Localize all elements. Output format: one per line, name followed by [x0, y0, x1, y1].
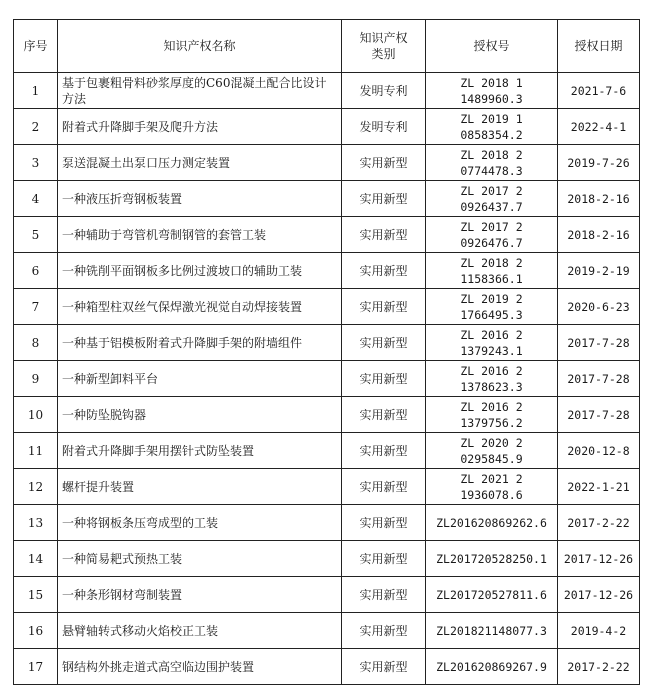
cell-index: 9	[14, 361, 58, 397]
header-name: 知识产权名称	[58, 20, 342, 73]
table-row	[14, 253, 640, 289]
cell-patent-no: ZL201620869267.9	[426, 649, 558, 685]
cell-patent-no: ZL201720527811.6	[426, 577, 558, 613]
cell-type: 实用新型	[342, 397, 426, 433]
cell-index: 7	[14, 289, 58, 325]
cell-name: 一种条形钢材弯制装置	[58, 577, 342, 613]
cell-name: 基于包裹粗骨料砂浆厚度的C60混凝土配合比设计方法	[58, 73, 342, 109]
cell-date: 2020-6-23	[558, 289, 640, 325]
table-row	[14, 181, 640, 217]
header-index: 序号	[14, 20, 58, 73]
cell-index: 2	[14, 109, 58, 145]
cell-patent-no: ZL 2016 2 1379756.2	[426, 397, 558, 433]
cell-index: 1	[14, 73, 58, 109]
cell-type: 实用新型	[342, 361, 426, 397]
cell-patent-no: ZL201821148077.3	[426, 613, 558, 649]
cell-index: 13	[14, 505, 58, 541]
cell-name: 一种防坠脱钩器	[58, 397, 342, 433]
cell-index: 5	[14, 217, 58, 253]
table-row	[14, 289, 640, 325]
cell-index: 11	[14, 433, 58, 469]
cell-name: 螺杆提升装置	[58, 469, 342, 505]
cell-name: 附着式升降脚手架用摆针式防坠装置	[58, 433, 342, 469]
cell-type: 实用新型	[342, 181, 426, 217]
cell-patent-no: ZL 2020 2 0295845.9	[426, 433, 558, 469]
table-row	[14, 325, 640, 361]
table-row	[14, 541, 640, 577]
cell-name: 一种液压折弯钢板装置	[58, 181, 342, 217]
table-row	[14, 361, 640, 397]
cell-type: 实用新型	[342, 217, 426, 253]
cell-name: 一种辅助于弯管机弯制钢管的套管工装	[58, 217, 342, 253]
cell-name: 悬臂轴转式移动火焰校正工装	[58, 613, 342, 649]
cell-patent-no: ZL201620869262.6	[426, 505, 558, 541]
header-date: 授权日期	[558, 20, 640, 73]
cell-patent-no: ZL 2016 2 1379243.1	[426, 325, 558, 361]
cell-date: 2022-4-1	[558, 109, 640, 145]
cell-date: 2017-7-28	[558, 361, 640, 397]
cell-index: 10	[14, 397, 58, 433]
cell-date: 2019-2-19	[558, 253, 640, 289]
cell-patent-no: ZL 2018 2 0774478.3	[426, 145, 558, 181]
cell-index: 14	[14, 541, 58, 577]
cell-name: 一种将钢板条压弯成型的工装	[58, 505, 342, 541]
cell-type: 实用新型	[342, 577, 426, 613]
table-row	[14, 613, 640, 649]
table-row	[14, 109, 640, 145]
cell-index: 4	[14, 181, 58, 217]
table-row	[14, 649, 640, 685]
cell-date: 2018-2-16	[558, 181, 640, 217]
cell-name: 一种新型卸料平台	[58, 361, 342, 397]
cell-name: 钢结构外挑走道式高空临边围护装置	[58, 649, 342, 685]
cell-index: 17	[14, 649, 58, 685]
table-row	[14, 577, 640, 613]
cell-patent-no: ZL 2021 2 1936078.6	[426, 469, 558, 505]
table-row	[14, 505, 640, 541]
cell-type: 实用新型	[342, 325, 426, 361]
cell-type: 实用新型	[342, 145, 426, 181]
cell-date: 2020-12-8	[558, 433, 640, 469]
cell-type: 发明专利	[342, 109, 426, 145]
table-row	[14, 469, 640, 505]
cell-name: 泵送混凝土出泵口压力测定装置	[58, 145, 342, 181]
header-type: 知识产权类别	[342, 20, 426, 73]
cell-type: 实用新型	[342, 649, 426, 685]
cell-date: 2019-4-2	[558, 613, 640, 649]
cell-index: 8	[14, 325, 58, 361]
table-row	[14, 217, 640, 253]
cell-patent-no: ZL201720528250.1	[426, 541, 558, 577]
table-row	[14, 73, 640, 109]
patent-table	[13, 19, 640, 685]
cell-index: 15	[14, 577, 58, 613]
cell-name: 一种铣削平面钢板多比例过渡坡口的辅助工装	[58, 253, 342, 289]
cell-patent-no: ZL 2017 2 0926437.7	[426, 181, 558, 217]
cell-name: 附着式升降脚手架及爬升方法	[58, 109, 342, 145]
table-row	[14, 397, 640, 433]
cell-date: 2021-7-6	[558, 73, 640, 109]
cell-name: 一种基于铝模板附着式升降脚手架的附墙组件	[58, 325, 342, 361]
table-row	[14, 433, 640, 469]
cell-date: 2017-2-22	[558, 505, 640, 541]
cell-date: 2017-2-22	[558, 649, 640, 685]
cell-date: 2017-7-28	[558, 397, 640, 433]
cell-type: 实用新型	[342, 253, 426, 289]
cell-type: 实用新型	[342, 541, 426, 577]
cell-type: 实用新型	[342, 469, 426, 505]
cell-patent-no: ZL 2018 2 1158366.1	[426, 253, 558, 289]
cell-index: 12	[14, 469, 58, 505]
cell-date: 2022-1-21	[558, 469, 640, 505]
table-row	[14, 145, 640, 181]
cell-name: 一种箱型柱双丝气保焊激光视觉自动焊接装置	[58, 289, 342, 325]
cell-patent-no: ZL 2019 1 0858354.2	[426, 109, 558, 145]
cell-patent-no: ZL 2016 2 1378623.3	[426, 361, 558, 397]
cell-date: 2018-2-16	[558, 217, 640, 253]
cell-name: 一种简易耙式预热工装	[58, 541, 342, 577]
cell-patent-no: ZL 2017 2 0926476.7	[426, 217, 558, 253]
cell-type: 实用新型	[342, 433, 426, 469]
cell-date: 2019-7-26	[558, 145, 640, 181]
header-patent-no: 授权号	[426, 20, 558, 73]
cell-date: 2017-7-28	[558, 325, 640, 361]
cell-type: 实用新型	[342, 505, 426, 541]
cell-index: 3	[14, 145, 58, 181]
cell-date: 2017-12-26	[558, 577, 640, 613]
cell-index: 16	[14, 613, 58, 649]
cell-type: 发明专利	[342, 73, 426, 109]
cell-patent-no: ZL 2018 1 1489960.3	[426, 73, 558, 109]
header-row	[14, 20, 640, 73]
cell-type: 实用新型	[342, 289, 426, 325]
cell-index: 6	[14, 253, 58, 289]
cell-patent-no: ZL 2019 2 1766495.3	[426, 289, 558, 325]
cell-date: 2017-12-26	[558, 541, 640, 577]
cell-type: 实用新型	[342, 613, 426, 649]
